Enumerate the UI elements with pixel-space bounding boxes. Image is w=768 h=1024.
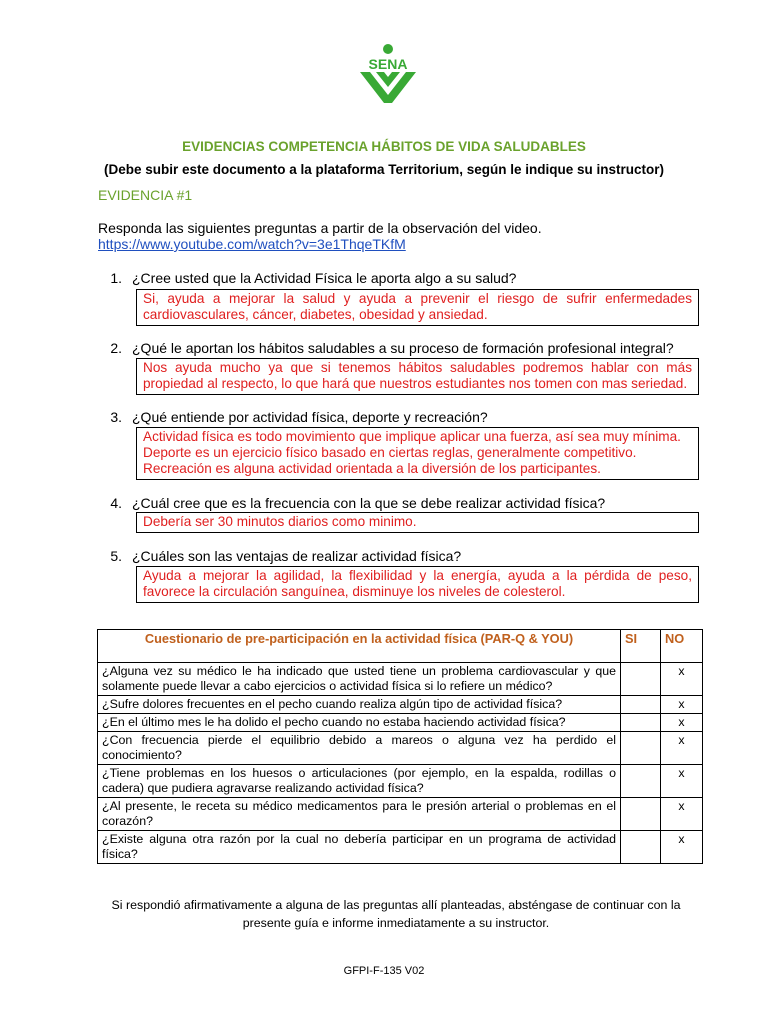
parq-header-row bbox=[98, 630, 703, 663]
question-number: 3. bbox=[110, 409, 122, 425]
answer-line: Ayuda a mejorar la agilidad, la flexibilidad y la energía, ayuda a la pérdida de peso, bbox=[143, 568, 692, 583]
table-row bbox=[98, 732, 703, 765]
no-cell[interactable]: x bbox=[661, 714, 703, 732]
answer-line: Debería ser 30 minutos diarios como minimo. bbox=[143, 514, 417, 529]
question-text: ¿Cuál cree que es la frecuencia con la que se debe realizar actividad física? bbox=[132, 495, 606, 511]
question-text: ¿Qué le aportan los hábitos saludables a su proceso de formación profesional integral? bbox=[132, 340, 674, 356]
parq-question: ¿Existe alguna otra razón por la cual no debería participar en un programa de actividad física? bbox=[98, 831, 621, 864]
parq-header: Cuestionario de pre-participación en la actividad física (PAR-Q & YOU) bbox=[98, 630, 621, 663]
intro-text: Responda las siguientes preguntas a partir de la observación del video. bbox=[98, 220, 542, 236]
no-cell[interactable]: x bbox=[661, 732, 703, 765]
si-cell[interactable] bbox=[621, 831, 661, 864]
table-row bbox=[98, 714, 703, 732]
evidence-label: EVIDENCIA #1 bbox=[98, 187, 193, 203]
footer-note-line: Si respondió afirmativamente a alguna de las preguntas allí planteadas, absténgase de continuar con la bbox=[111, 898, 681, 912]
parq-question: ¿Al presente, le receta su médico medicamentos para le presión arterial o problemas en el corazón? bbox=[98, 798, 621, 831]
si-cell[interactable] bbox=[621, 714, 661, 732]
video-link[interactable]: https://www.youtube.com/watch?v=3e1ThqeTKfM bbox=[98, 236, 406, 252]
answer-line: Nos ayuda mucho ya que si tenemos hábitos saludables podremos hablar con más bbox=[143, 360, 692, 375]
no-cell[interactable]: x bbox=[661, 831, 703, 864]
question-number: 5. bbox=[110, 548, 122, 564]
table-row bbox=[98, 831, 703, 864]
si-cell[interactable] bbox=[621, 732, 661, 765]
question-number: 2. bbox=[110, 340, 122, 356]
si-cell[interactable] bbox=[621, 765, 661, 798]
document-code: GFPI-F-135 V02 bbox=[343, 965, 425, 977]
question-2 bbox=[98, 340, 674, 356]
question-text: ¿Qué entiende por actividad física, deporte y recreación? bbox=[132, 409, 488, 425]
question-number: 4. bbox=[110, 495, 122, 511]
answer-box-3[interactable] bbox=[136, 427, 699, 480]
answer-line: Actividad física es todo movimiento que implique aplicar una fuerza, así sea muy mínima. bbox=[143, 429, 681, 444]
question-1 bbox=[98, 270, 516, 286]
answer-box-4[interactable] bbox=[136, 512, 699, 533]
question-3 bbox=[98, 409, 488, 425]
question-4 bbox=[98, 495, 605, 511]
question-text: ¿Cuáles son las ventajas de realizar actividad física? bbox=[132, 548, 462, 564]
no-cell[interactable]: x bbox=[661, 696, 703, 714]
sena-logo bbox=[356, 43, 420, 105]
answer-line: Deporte es un ejercicio físico basado en ciertas reglas, generalmente competitivo. bbox=[143, 445, 637, 460]
no-cell[interactable]: x bbox=[661, 798, 703, 831]
footer-note-line: presente guía e informe inmediatamente a su instructor. bbox=[242, 916, 550, 930]
question-text: ¿Cree usted que la Actividad Física le aporta algo a su salud? bbox=[132, 270, 517, 286]
answer-line: Si, ayuda a mejorar la salud y ayuda a prevenir el riesgo de sufrir enfermedades bbox=[143, 291, 692, 306]
document-subtitle: (Debe subir este documento a la plataforma Territorium, según le indique su instructor) bbox=[103, 162, 665, 177]
parq-question: ¿Con frecuencia pierde el equilibrio debido a mareos o alguna vez ha perdido el conocimiento? bbox=[98, 732, 621, 765]
answer-box-5[interactable] bbox=[136, 566, 699, 603]
parq-question: ¿Alguna vez su médico le ha indicado que usted tiene un problema cardiovascular y que solamente puede llevar a cabo ejercicios o actividad física si lo refiere un médico? bbox=[98, 663, 621, 696]
no-cell[interactable]: x bbox=[661, 765, 703, 798]
answer-line: Recreación es alguna actividad orientada a la diversión de los participantes. bbox=[143, 461, 601, 476]
parq-question: ¿Sufre dolores frecuentes en el pecho cuando realiza algún tipo de actividad física? bbox=[98, 696, 621, 714]
si-cell[interactable] bbox=[621, 696, 661, 714]
question-5 bbox=[98, 548, 461, 564]
answer-line: cardiovasculares, cáncer, diabetes, obesidad y ansiedad. bbox=[143, 307, 488, 322]
table-row bbox=[98, 798, 703, 831]
parq-question: ¿Tiene problemas en los huesos o articulaciones (por ejemplo, en la espalda, rodillas o cadera) que pudiera agravarse realizando actividad física? bbox=[98, 765, 621, 798]
answer-line: favorece la circulación sanguínea, disminuye los niveles de colesterol. bbox=[143, 584, 566, 599]
col-si-header: SI bbox=[621, 630, 661, 663]
svg-text:SENA: SENA bbox=[368, 56, 408, 72]
table-row bbox=[98, 765, 703, 798]
table-row bbox=[98, 663, 703, 696]
si-cell[interactable] bbox=[621, 798, 661, 831]
parq-table bbox=[97, 629, 703, 864]
question-number: 1. bbox=[110, 270, 122, 286]
col-no-header: NO bbox=[661, 630, 703, 663]
document-title: EVIDENCIAS COMPETENCIA HÁBITOS DE VIDA SALUDABLES bbox=[182, 139, 586, 154]
parq-question: ¿En el último mes le ha dolido el pecho cuando no estaba haciendo actividad física? bbox=[98, 714, 621, 732]
answer-box-2[interactable] bbox=[136, 358, 699, 395]
answer-box-1[interactable] bbox=[136, 289, 699, 326]
intro-block bbox=[98, 220, 542, 252]
table-row bbox=[98, 696, 703, 714]
footer-note bbox=[96, 896, 696, 932]
no-cell[interactable]: x bbox=[661, 663, 703, 696]
si-cell[interactable] bbox=[621, 663, 661, 696]
answer-line: propiedad al respecto, lo que hará que nuestros estudiantes nos tomen con mas seriedad. bbox=[143, 376, 688, 391]
